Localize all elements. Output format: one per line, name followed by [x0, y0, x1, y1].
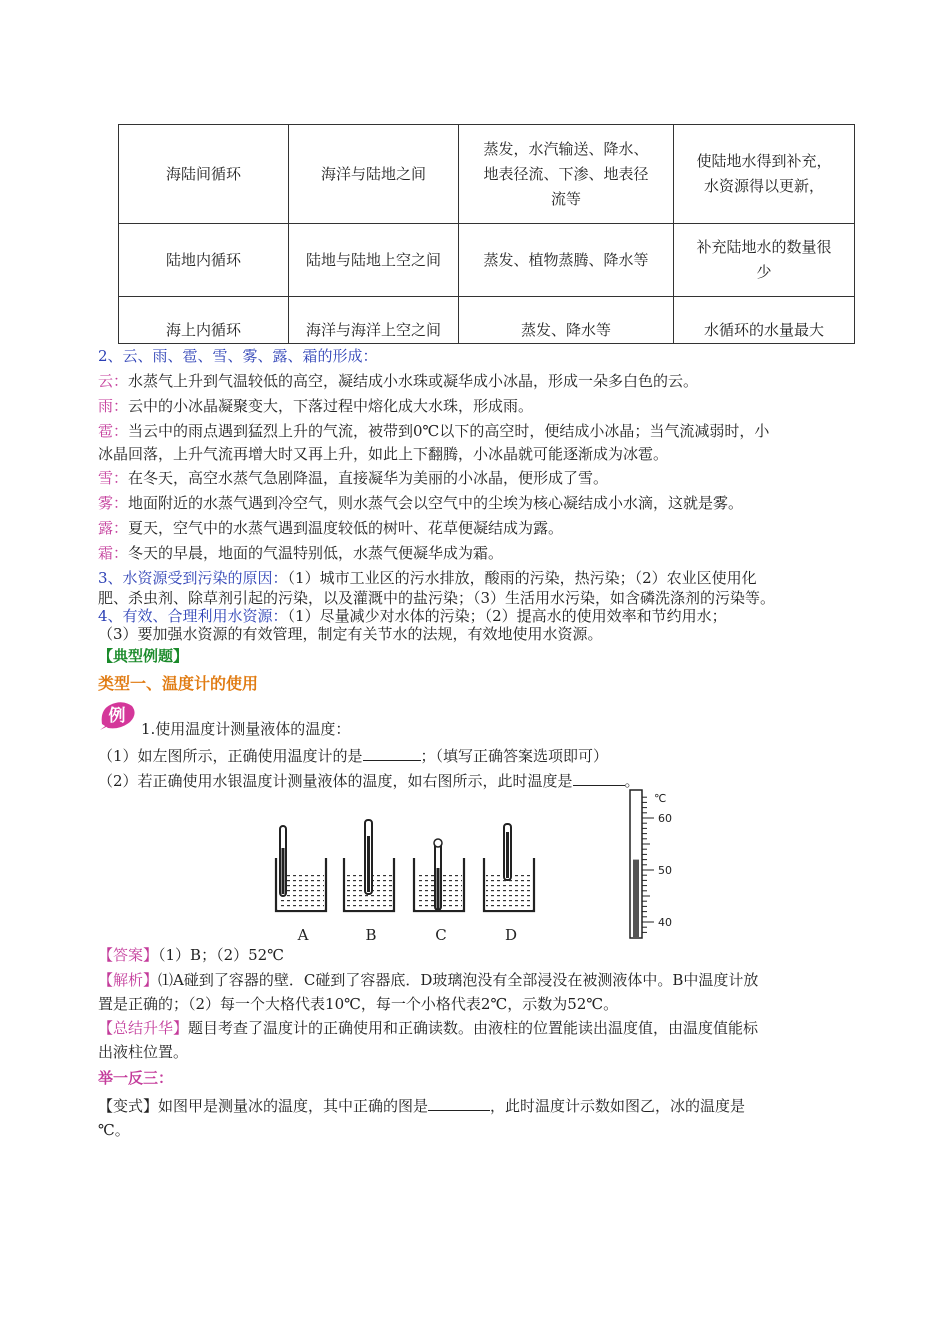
cell-line: 使陆地水得到补充， — [696, 152, 832, 170]
table-row — [119, 297, 855, 344]
summary-text: 题目考查了温度计的正确使用和正确读数。由液柱的位置能读出温度值，由温度值能标 — [188, 1019, 759, 1037]
example-badge-label: 例 — [108, 706, 126, 726]
table-cell-meaning — [674, 125, 855, 224]
table-cell-place: 陆地与陆地上空之间 — [289, 224, 459, 297]
table-cell-process — [459, 125, 674, 224]
table-cell-type: 陆地内循环 — [119, 224, 289, 297]
analysis-line — [98, 969, 858, 991]
section-heading: 4、有效、合理利用水资源： — [98, 607, 288, 625]
tick-label-40: 40 — [658, 916, 672, 929]
summary-label: 【总结升华】 — [98, 1019, 189, 1037]
paragraph-continued: （3）要加强水资源的有效管理，制定有关节水的法规，有效地使用水资源。 — [98, 625, 603, 643]
beaker-label-c: C — [435, 926, 447, 944]
cell-line: 地表径流、下渗、地表径 — [483, 164, 649, 183]
practice-heading: 举一反三： — [98, 1069, 174, 1087]
term-label: 露： — [98, 519, 129, 537]
beaker-label-d: D — [504, 926, 518, 944]
beaker-label-a: A — [297, 926, 309, 944]
paragraph — [98, 492, 858, 514]
cell-line: 蒸发，水汽输送、降水、 — [483, 139, 649, 158]
term-text: 夏天，空气中的水蒸气遇到温度较低的树叶、花草便凝结成为露。 — [128, 519, 564, 537]
water-cycle-table — [118, 124, 855, 344]
table-cell-process: 蒸发、降水等 — [459, 297, 674, 344]
table-row — [119, 125, 855, 224]
paragraph — [98, 467, 858, 489]
paragraph — [98, 567, 858, 589]
paragraph — [98, 395, 858, 417]
variant-label: 【变式】 — [98, 1097, 159, 1115]
variant-text: 如图甲是测量冰的温度，其中正确的图是 — [158, 1097, 429, 1115]
answer-label: 【答案】 — [98, 946, 159, 964]
analysis-label: 【解析】 — [98, 971, 159, 989]
term-label: 雨： — [98, 397, 129, 415]
thermometer-figure — [624, 788, 686, 940]
table-cell-process: 蒸发、植物蒸腾、降水等 — [459, 224, 674, 297]
section-heading: 2、云、雨、雹、雪、雾、露、霜的形成： — [98, 347, 378, 365]
summary-line — [98, 1017, 858, 1039]
question-part-1 — [98, 744, 858, 767]
answer-line — [98, 944, 858, 966]
cell-line: 少 — [756, 263, 772, 281]
paragraph-continued: 肥、杀虫剂、除草剂引起的污染，以及灌溉中的盐污染；（3）生活用水污染，如含磷洗涤剂的污染等。 — [98, 589, 776, 607]
answer-text: （1）B；（2）52℃ — [158, 946, 284, 964]
variant-continued: ℃。 — [98, 1121, 130, 1139]
table-cell-meaning: 水循环的水量最大 — [674, 297, 855, 344]
table-cell-type: 海上内循环 — [119, 297, 289, 344]
paragraph — [98, 542, 858, 564]
question-stem: 1.使用温度计测量液体的温度： — [141, 720, 351, 738]
term-label: 雪： — [98, 469, 129, 487]
examples-heading: 【典型例题】 — [98, 647, 189, 665]
example-badge-icon — [98, 700, 136, 730]
cell-line: 补充陆地水的数量很 — [696, 238, 832, 256]
cell-line: 流等 — [550, 189, 581, 208]
tick-label-50: 50 — [658, 864, 672, 877]
term-text: 冬天的早晨，地面的气温特别低，水蒸气便凝华成为霜。 — [128, 544, 504, 562]
analysis-continued: 置是正确的；（2）每一个大格代表10℃，每一个小格代表2℃，示数为52℃。 — [98, 995, 619, 1013]
tick-label-60: 60 — [658, 812, 672, 825]
type-heading: 类型一、温度计的使用 — [98, 674, 259, 693]
question-part-2 — [98, 769, 858, 792]
table-cell-place: 海洋与陆地之间 — [289, 125, 459, 224]
question-text: （2）若正确使用水银温度计测量液体的温度，如右图所示，此时温度是 — [98, 772, 573, 790]
thermometer-unit: ℃ — [654, 792, 667, 805]
question-text: ；（填写正确答案选项即可） — [420, 747, 609, 765]
analysis-text: ⑴A碰到了容器的壁．C碰到了容器底．D玻璃泡没有全部浸没在被测液体中。B中温度计放 — [158, 971, 759, 989]
table-row — [119, 224, 855, 297]
term-text: 云中的小冰晶凝聚变大，下落过程中熔化成大水珠，形成雨。 — [128, 397, 534, 415]
mercury-column — [633, 860, 639, 937]
beaker-a — [276, 826, 326, 912]
beaker-label-b: B — [365, 926, 377, 944]
beaker-c — [414, 839, 464, 911]
paragraph-continued: 冰晶回落，上升气流再增大时又再上升，如此上下翻腾，小冰晶就可能逐渐成为冰雹。 — [98, 445, 669, 463]
question-text: 。 — [624, 772, 640, 790]
term-label: 霜： — [98, 544, 129, 562]
table-cell-meaning — [674, 224, 855, 297]
term-text: 水蒸气上升到气温较低的高空，凝结成小水珠或凝华成小冰晶，形成一朵多白色的云。 — [128, 372, 699, 390]
answer-blank — [573, 769, 625, 786]
paragraph — [98, 517, 858, 539]
term-text: 地面附近的水蒸气遇到冷空气，则水蒸气会以空气中的尘埃为核心凝结成小水滴，这就是雾。 — [128, 494, 744, 512]
paragraph — [98, 370, 858, 392]
beaker-b — [344, 820, 394, 911]
summary-continued: 出液柱位置。 — [98, 1043, 189, 1061]
table-cell-place: 海洋与海洋上空之间 — [289, 297, 459, 344]
table-cell-type: 海陆间循环 — [119, 125, 289, 224]
variant-text: ，此时温度计示数如图乙，冰的温度是 — [490, 1097, 746, 1115]
term-label: 雹： — [98, 422, 129, 440]
section-text: （1）尽量减少对水体的污染；（2）提高水的使用效率和节约用水； — [287, 607, 727, 625]
cell-line: 水资源得以更新， — [703, 177, 824, 195]
term-text: 在冬天，高空水蒸气急剧降温，直接凝华为美丽的小冰晶，便形成了雪。 — [128, 469, 609, 487]
section-text: （1）城市工业区的污水排放，酸雨的污染，热污染；（2）农业区使用化 — [287, 569, 757, 587]
answer-blank — [428, 1094, 490, 1111]
beakers-figure — [268, 818, 558, 948]
paragraph — [98, 420, 858, 442]
term-label: 云： — [98, 372, 129, 390]
variant-line — [98, 1094, 858, 1117]
term-text: 当云中的雨点遇到猛烈上升的气流，被带到0℃以下的高空时，便结成小冰晶；当气流减弱时，小 — [128, 422, 770, 440]
term-label: 雾： — [98, 494, 129, 512]
answer-blank — [363, 744, 421, 761]
beaker-d — [484, 824, 534, 911]
question-text: （1）如左图所示，正确使用温度计的是 — [98, 747, 363, 765]
section-heading: 3、水资源受到污染的原因： — [98, 569, 288, 587]
